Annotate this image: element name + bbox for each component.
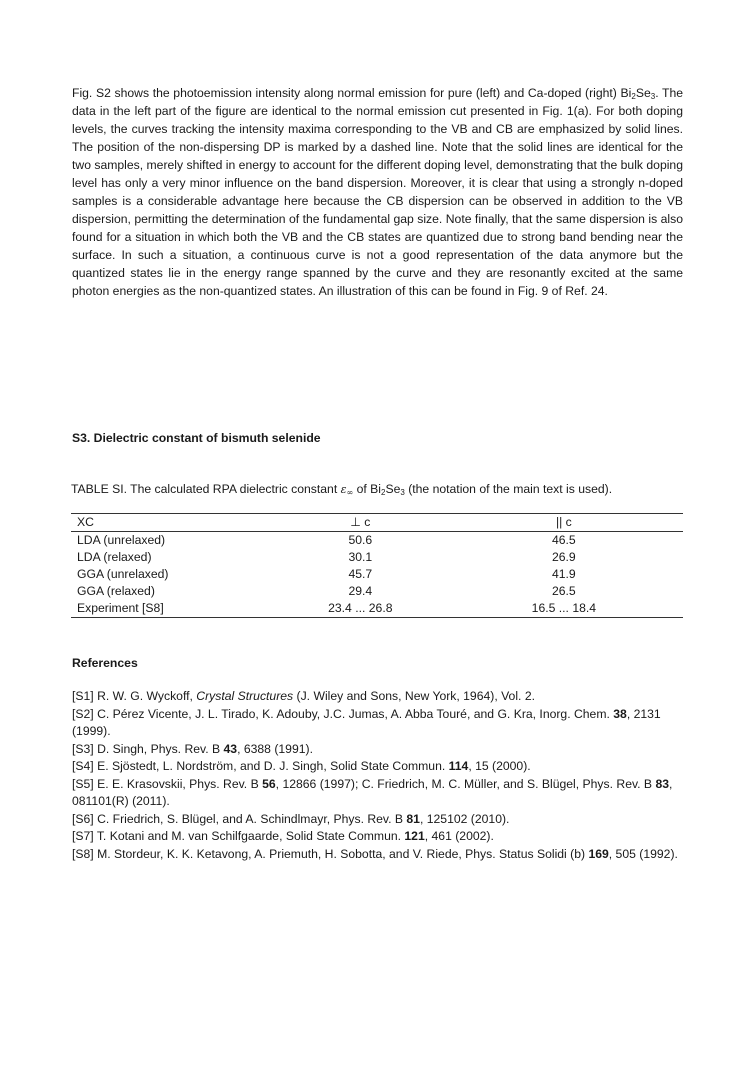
reference-part: 83 xyxy=(655,776,670,791)
reference-part: 169 xyxy=(588,846,609,861)
reference-part: [S2] C. Pérez Vicente, J. L. Tirado, K. Adouby, J.C. Jumas, A. Abba Touré, and G. Kra, Inorg. Chem. xyxy=(72,706,614,721)
infinity-subscript: ∞ xyxy=(346,488,354,497)
reference-part: Crystal Structures xyxy=(196,689,294,703)
reference-item xyxy=(72,688,683,706)
subscript: 2 xyxy=(380,488,386,497)
header-xc: XC xyxy=(77,515,94,529)
cell-parallel: 41.9 xyxy=(551,567,576,581)
cell-xc: GGA (unrelaxed) xyxy=(77,567,169,581)
cell-parallel: 16.5 ... 18.4 xyxy=(531,601,597,615)
cell-perpendicular: 23.4 ... 26.8 xyxy=(328,601,393,615)
reference-part: , 2131 (1999). xyxy=(72,706,661,738)
reference-part: [S7] T. Kotani and M. van Schilfgaarde, Solid State Commun. xyxy=(72,829,405,843)
cell-parallel: 26.5 xyxy=(551,584,576,598)
reference-part: , 505 (1992). xyxy=(608,846,678,861)
reference-part: 121 xyxy=(404,829,425,843)
reference-item xyxy=(72,828,683,846)
table-row xyxy=(71,566,683,583)
reference-part: (J. Wiley and Sons, New York, 1964), Vol. 2. xyxy=(293,689,535,703)
cell-perpendicular: 29.4 xyxy=(348,584,373,598)
cell-xc: GGA (relaxed) xyxy=(77,584,155,598)
caption-text: (the notation of the main text is used). xyxy=(404,482,613,496)
cell-xc: LDA (relaxed) xyxy=(77,550,152,564)
section-heading: S3. Dielectric constant of bismuth selenide xyxy=(72,431,321,445)
reference-part: [S4] E. Sjöstedt, L. Nordström, and D. J. Singh, Solid State Commun. xyxy=(72,759,449,773)
references-list xyxy=(72,688,683,863)
body-paragraph xyxy=(72,84,683,300)
reference-part: [S6] C. Friedrich, S. Blügel, and A. Schindlmayr, Phys. Rev. B xyxy=(72,811,407,826)
paragraph-text: Se xyxy=(635,86,651,100)
cell-xc: LDA (unrelaxed) xyxy=(77,533,166,547)
table-row xyxy=(71,549,683,566)
epsilon-glyph: ε xyxy=(340,483,347,496)
cell-perpendicular: 30.1 xyxy=(348,550,373,564)
reference-part: [S5] E. E. Krasovskii, Phys. Rev. B xyxy=(72,776,263,791)
references-heading: References xyxy=(72,656,138,670)
reference-part: 38 xyxy=(613,706,627,721)
subscript: 3 xyxy=(650,92,656,101)
table-caption xyxy=(71,480,612,499)
reference-part: 114 xyxy=(448,759,469,773)
reference-part: [S8] M. Stordeur, K. K. Ketavong, A. Priemuth, H. Sobotta, and V. Riede, Phys. Status Solidi (b) xyxy=(72,846,589,861)
reference-part: 81 xyxy=(406,811,420,826)
epsilon-symbol xyxy=(341,483,354,496)
dielectric-table xyxy=(71,513,683,618)
reference-item xyxy=(72,706,683,741)
table-row xyxy=(71,600,683,618)
table-header-row xyxy=(71,514,683,532)
subscript: 2 xyxy=(631,92,636,101)
reference-part: , 081101(R) (2011). xyxy=(72,776,673,808)
reference-item xyxy=(72,776,683,811)
header-parallel: || c xyxy=(555,515,572,529)
header-perpendicular: ⊥ c xyxy=(350,515,371,529)
caption-text: TABLE SI. The calculated RPA dielectric constant xyxy=(71,482,341,496)
subscript: 3 xyxy=(400,488,405,497)
cell-xc: Experiment [S8] xyxy=(77,601,164,615)
reference-item xyxy=(72,846,683,864)
reference-item xyxy=(72,758,683,776)
caption-text: Se xyxy=(385,482,401,496)
caption-text: of Bi xyxy=(353,482,381,496)
reference-part: , 12866 (1997); C. Friedrich, M. C. Müller, and S. Blügel, Phys. Rev. B xyxy=(275,776,656,791)
cell-parallel: 46.5 xyxy=(551,533,576,547)
paragraph-text: . The data in the left part of the figure are identical to the normal emission cut presented in Fig. 1(a). For both doping levels, the curves tracking the intensity maxima corresponding to the VB and CB are emphasized by solid lines. The position of the non-dispersing DP is marked by a dashed line. Note that the solid lines are identical for the two samples, merely shifted in energy to account for the different doping level, demonstrating that the bulk doping level has only a very minor influence on the band dispersion. Moreover, it is clear that using a strongly n-doped samples is a considerable advantage here because the CB dispersion can be observed in addition to the VB dispersion, permitting the determination of the fundamental gap size. Note finally, that the same dispersion is also found for a situation in which both the VB and the CB states are quantized due to strong band bending near the surface. In such a situation, a continuous curve is not a good representation of the data anymore but the quantized states lie in the energy range spanned by the curve and they are resonantly excited at the same photon energies as the non-quantized states. An illustration of this can be found in Fig. 9 of Ref. 24. xyxy=(72,86,683,298)
reference-part: , 461 (2002). xyxy=(424,829,494,843)
cell-perpendicular: 50.6 xyxy=(348,533,373,547)
reference-part: 43 xyxy=(223,741,238,756)
reference-part: [S1] R. W. G. Wyckoff, xyxy=(72,689,197,703)
reference-item xyxy=(72,741,683,759)
reference-part: , 6388 (1991). xyxy=(237,741,313,756)
reference-part: , 15 (2000). xyxy=(468,759,531,773)
reference-part: , 125102 (2010). xyxy=(419,811,510,826)
reference-part: [S3] D. Singh, Phys. Rev. B xyxy=(72,741,224,756)
table-row xyxy=(71,583,683,600)
cell-parallel: 26.9 xyxy=(551,550,576,564)
reference-item xyxy=(72,811,683,829)
cell-perpendicular: 45.7 xyxy=(348,567,373,581)
reference-part: 56 xyxy=(262,776,276,791)
document-page xyxy=(71,84,683,861)
paragraph-text: Fig. S2 shows the photoemission intensity along normal emission for pure (left) and Ca-doped (right) Bi xyxy=(72,86,632,100)
table-row xyxy=(71,532,683,550)
